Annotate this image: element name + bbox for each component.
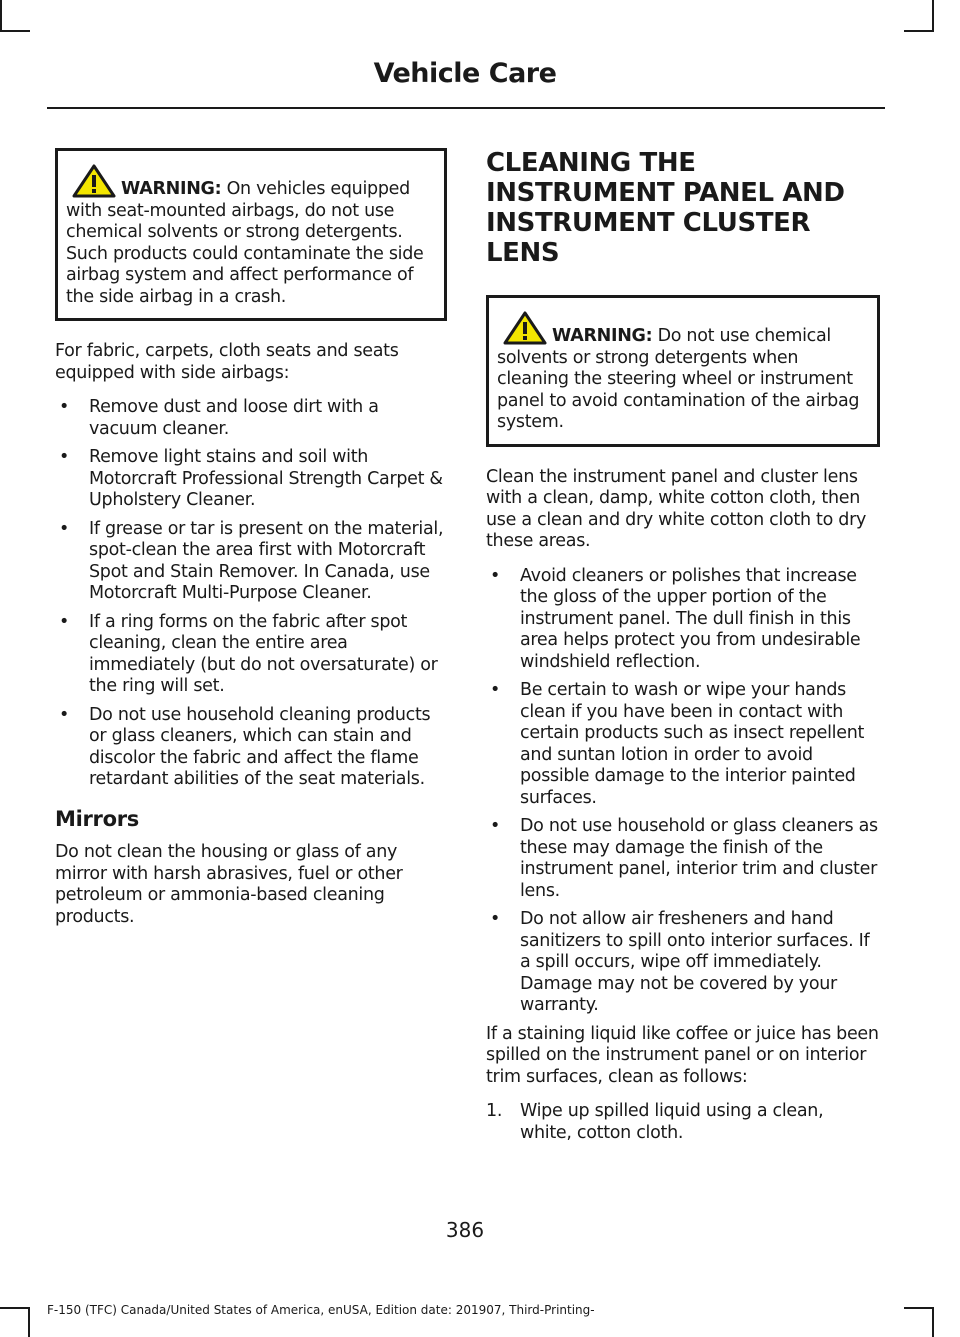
crop-mark xyxy=(0,1307,30,1309)
warning-label: WARNING: xyxy=(121,179,222,199)
crop-mark xyxy=(904,1307,934,1309)
list-item: • Remove light stains and soil with Motorcraft Professional Strength Carpet & Upholstery Cleaner. xyxy=(59,447,443,510)
warning-triangle-icon xyxy=(503,311,547,345)
section-heading: CLEANING THE INSTRUMENT PANEL AND INSTRUMENT CLUSTER LENS xyxy=(486,148,845,268)
list-item: • Do not use household cleaning products or glass cleaners, which can stain and discolor the fabric and affect the flame retardant abilities of the seat materials. xyxy=(59,704,431,789)
mirrors-text: Do not clean the housing or glass of any mirror with harsh abrasives, fuel or other petroleum or ammonia-based cleaning products. xyxy=(55,842,403,927)
crop-mark xyxy=(904,30,934,32)
list-item: • Be certain to wash or wipe your hands clean if you have been in contact with certain products such as insect repellent and suntan lotion in order to avoid possible damage to the interior painted surfaces. xyxy=(490,680,865,808)
right-column xyxy=(486,148,880,1151)
warning-label: WARNING: xyxy=(552,326,653,346)
crop-mark xyxy=(0,30,30,32)
mirrors-heading: Mirrors xyxy=(55,806,139,831)
page-title: Vehicle Care xyxy=(373,58,557,89)
crop-mark xyxy=(28,1307,30,1337)
list-item: • Remove dust and loose dirt with a vacuum cleaner. xyxy=(59,397,379,439)
spill-intro: If a staining liquid like coffee or juice has been spilled on the instrument panel or on interior trim surfaces, clean as follows: xyxy=(486,1023,879,1087)
seat-airbag-warning-box xyxy=(55,148,447,321)
warning-text: Do not use chemical solvents or strong detergents when cleaning the steering wheel or instrument panel to avoid contamination of the airbag system. xyxy=(497,326,860,432)
crop-mark xyxy=(932,1307,934,1337)
page-number: 386 xyxy=(445,1218,485,1242)
instrument-panel-list xyxy=(486,566,880,1017)
list-item: • Do not allow air fresheners and hand sanitizers to spill onto interior surfaces. If a spill occurs, wipe off immediately. Damage may not be covered by your warranty. xyxy=(490,909,870,1015)
warning-text: On vehicles equipped with seat-mounted airbags, do not use chemical solvents or strong detergents. Such products could contaminate the side airbag system and affect performance of the side airbag in a crash. xyxy=(66,179,424,307)
crop-mark xyxy=(932,0,934,30)
left-column xyxy=(55,148,447,941)
fabric-cleaning-list xyxy=(55,397,447,791)
list-item: • Avoid cleaners or polishes that increase the gloss of the upper portion of the instrument panel. The dull finish in this area helps protect you from undesirable windshield reflection. xyxy=(490,565,861,672)
list-item: • If a ring forms on the fabric after spot cleaning, clean the entire area immediately (but do not oversaturate) or the ring will set. xyxy=(59,611,438,696)
fabric-intro: For fabric, carpets, cloth seats and seats equipped with side airbags: xyxy=(55,341,399,383)
instrument-panel-warning-box xyxy=(486,295,880,447)
title-divider xyxy=(47,107,885,109)
spill-steps-list xyxy=(486,1101,880,1144)
edition-footer: F-150 (TFC) Canada/United States of America, enUSA, Edition date: 201907, Third-Printing- xyxy=(47,1303,595,1317)
warning-triangle-icon xyxy=(72,164,116,198)
instrument-panel-intro: Clean the instrument panel and cluster lens with a clean, damp, white cotton cloth, then use a clean and dry white cotton cloth to dry these areas. xyxy=(486,466,867,551)
list-item: • Do not use household or glass cleaners as these may damage the finish of the instrument panel, interior trim and cluster lens. xyxy=(490,816,878,901)
crop-mark xyxy=(0,0,2,30)
list-item: • If grease or tar is present on the material, spot-clean the area first with Motorcraft Spot and Stain Remover. In Canada, use Motorcraft Multi-Purpose Cleaner. xyxy=(59,518,444,603)
list-item: 1. Wipe up spilled liquid using a clean, white, cotton cloth. xyxy=(486,1101,824,1143)
